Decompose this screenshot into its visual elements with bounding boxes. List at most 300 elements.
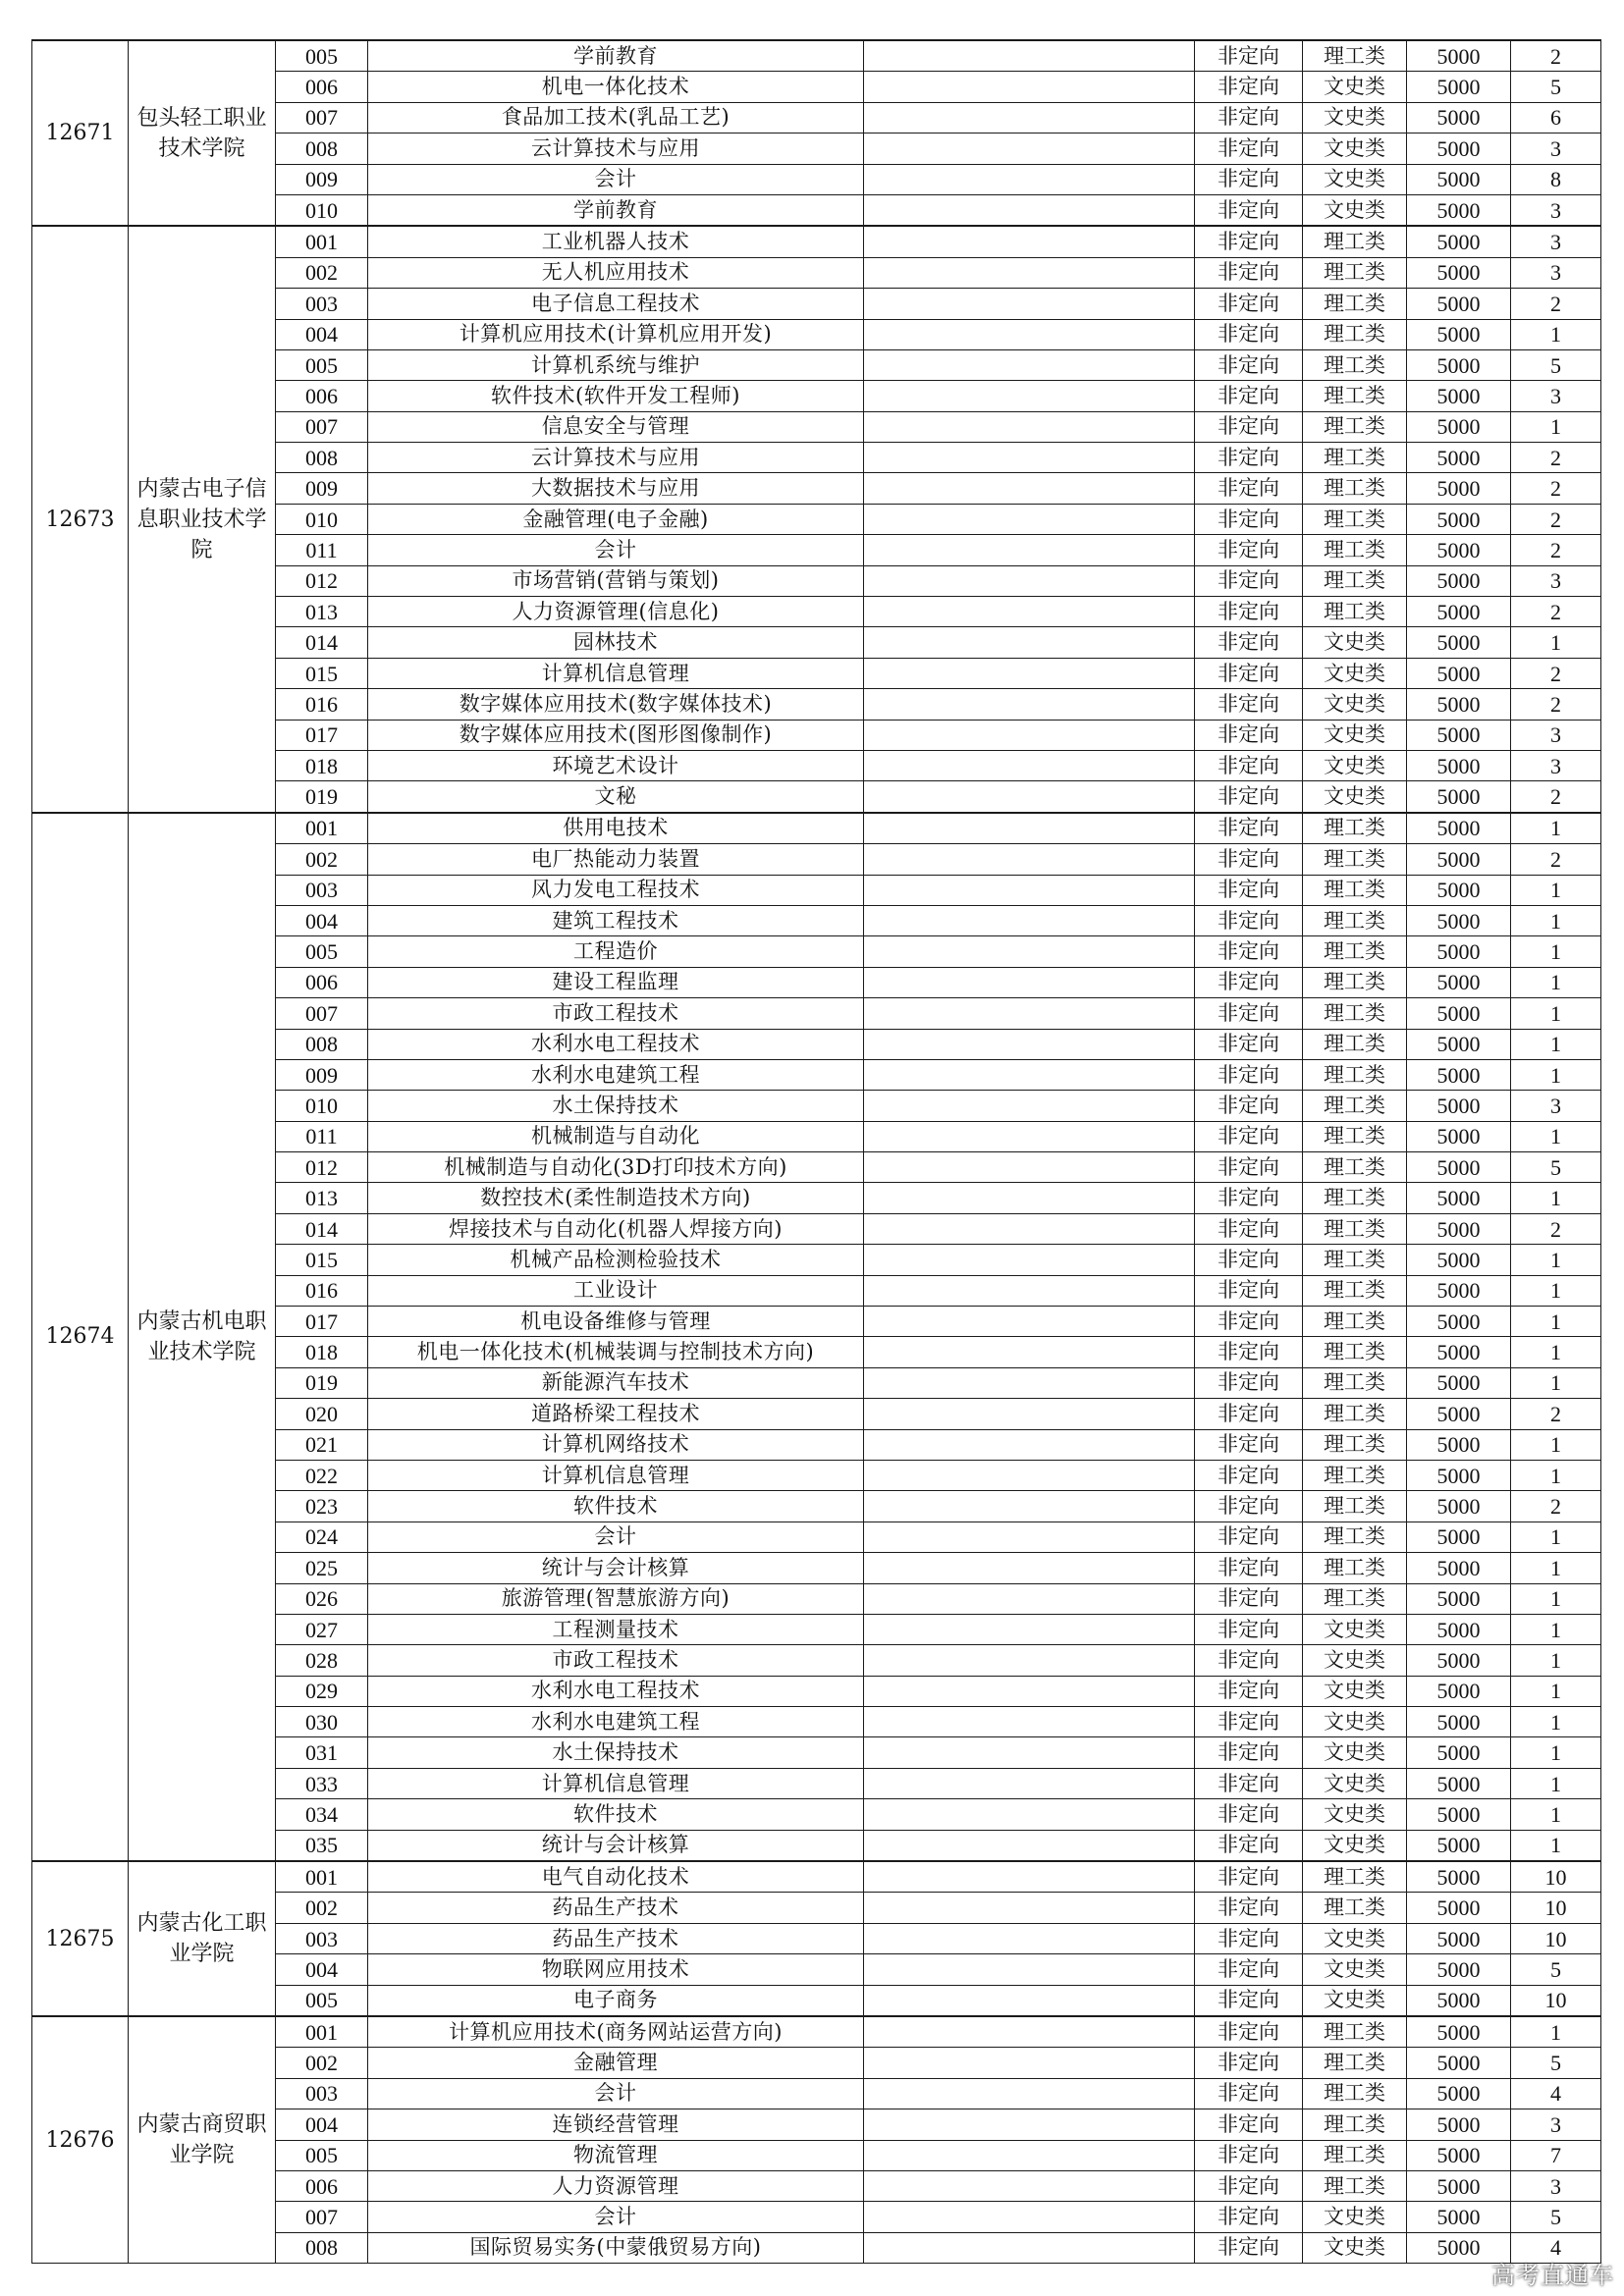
direction-cell: 非定向 bbox=[1195, 1460, 1303, 1490]
remark-cell bbox=[864, 597, 1195, 627]
quota-cell: 2 bbox=[1511, 1491, 1601, 1522]
quota-cell: 1 bbox=[1511, 1830, 1601, 1861]
category-cell: 文史类 bbox=[1303, 1954, 1407, 1985]
school-name-cell: 包头轻工职业技术学院 bbox=[129, 40, 276, 226]
direction-cell: 非定向 bbox=[1195, 936, 1303, 967]
category-cell: 理工类 bbox=[1303, 411, 1407, 442]
category-cell: 文史类 bbox=[1303, 2232, 1407, 2263]
major-code-cell: 020 bbox=[276, 1399, 368, 1429]
remark-cell bbox=[864, 2232, 1195, 2263]
quota-cell: 1 bbox=[1511, 905, 1601, 935]
remark-cell bbox=[864, 1213, 1195, 1244]
quota-cell: 1 bbox=[1511, 1429, 1601, 1460]
direction-cell: 非定向 bbox=[1195, 1367, 1303, 1398]
major-code-cell: 025 bbox=[276, 1553, 368, 1583]
direction-cell: 非定向 bbox=[1195, 750, 1303, 780]
major-name-cell: 水利水电工程技术 bbox=[368, 1029, 864, 1059]
category-cell: 理工类 bbox=[1303, 936, 1407, 967]
major-code-cell: 012 bbox=[276, 565, 368, 596]
remark-cell bbox=[864, 2016, 1195, 2048]
tuition-cell: 5000 bbox=[1407, 1275, 1511, 1306]
remark-cell bbox=[864, 1460, 1195, 1490]
major-name-cell: 国际贸易实务(中蒙俄贸易方向) bbox=[368, 2232, 864, 2263]
major-code-cell: 002 bbox=[276, 1893, 368, 1923]
quota-cell: 1 bbox=[1511, 1367, 1601, 1398]
major-code-cell: 008 bbox=[276, 133, 368, 164]
major-name-cell: 水利水电建筑工程 bbox=[368, 1707, 864, 1737]
direction-cell: 非定向 bbox=[1195, 1121, 1303, 1151]
major-code-cell: 011 bbox=[276, 1121, 368, 1151]
category-cell: 文史类 bbox=[1303, 720, 1407, 750]
tuition-cell: 5000 bbox=[1407, 1768, 1511, 1798]
tuition-cell: 5000 bbox=[1407, 473, 1511, 504]
school-code-cell: 12676 bbox=[32, 2016, 129, 2264]
category-cell: 理工类 bbox=[1303, 1152, 1407, 1183]
category-cell: 文史类 bbox=[1303, 781, 1407, 813]
remark-cell bbox=[864, 1183, 1195, 1213]
major-name-cell: 数控技术(柔性制造技术方向) bbox=[368, 1183, 864, 1213]
major-code-cell: 016 bbox=[276, 689, 368, 720]
direction-cell: 非定向 bbox=[1195, 1183, 1303, 1213]
category-cell: 理工类 bbox=[1303, 2109, 1407, 2140]
major-name-cell: 信息安全与管理 bbox=[368, 411, 864, 442]
quota-cell: 3 bbox=[1511, 565, 1601, 596]
major-name-cell: 会计 bbox=[368, 2202, 864, 2232]
quota-cell: 4 bbox=[1511, 2078, 1601, 2109]
major-name-cell: 会计 bbox=[368, 535, 864, 565]
major-name-cell: 计算机应用技术(计算机应用开发) bbox=[368, 319, 864, 349]
category-cell: 文史类 bbox=[1303, 1737, 1407, 1768]
quota-cell: 1 bbox=[1511, 967, 1601, 997]
major-name-cell: 文秘 bbox=[368, 781, 864, 813]
tuition-cell: 5000 bbox=[1407, 1985, 1511, 2016]
major-name-cell: 药品生产技术 bbox=[368, 1893, 864, 1923]
major-name-cell: 园林技术 bbox=[368, 627, 864, 658]
major-code-cell: 026 bbox=[276, 1583, 368, 1614]
tuition-cell: 5000 bbox=[1407, 1583, 1511, 1614]
tuition-cell: 5000 bbox=[1407, 1059, 1511, 1090]
category-cell: 文史类 bbox=[1303, 1614, 1407, 1644]
category-cell: 文史类 bbox=[1303, 750, 1407, 780]
quota-cell: 2 bbox=[1511, 443, 1601, 473]
quota-cell: 2 bbox=[1511, 535, 1601, 565]
remark-cell bbox=[864, 257, 1195, 288]
major-code-cell: 009 bbox=[276, 1059, 368, 1090]
remark-cell bbox=[864, 1491, 1195, 1522]
quota-cell: 2 bbox=[1511, 844, 1601, 875]
quota-cell: 1 bbox=[1511, 936, 1601, 967]
remark-cell bbox=[864, 381, 1195, 411]
tuition-cell: 5000 bbox=[1407, 72, 1511, 102]
tuition-cell: 5000 bbox=[1407, 1029, 1511, 1059]
direction-cell: 非定向 bbox=[1195, 2078, 1303, 2109]
remark-cell bbox=[864, 2048, 1195, 2078]
remark-cell bbox=[864, 1275, 1195, 1306]
major-code-cell: 019 bbox=[276, 1367, 368, 1398]
remark-cell bbox=[864, 1245, 1195, 1275]
major-code-cell: 007 bbox=[276, 102, 368, 133]
major-code-cell: 014 bbox=[276, 627, 368, 658]
major-name-cell: 电气自动化技术 bbox=[368, 1861, 864, 1893]
direction-cell: 非定向 bbox=[1195, 40, 1303, 72]
enrollment-plan-table bbox=[31, 39, 1601, 2264]
remark-cell bbox=[864, 1583, 1195, 1614]
tuition-cell: 5000 bbox=[1407, 226, 1511, 257]
major-name-cell: 建设工程监理 bbox=[368, 967, 864, 997]
table-row bbox=[32, 226, 1601, 257]
major-name-cell: 会计 bbox=[368, 2078, 864, 2109]
category-cell: 理工类 bbox=[1303, 535, 1407, 565]
quota-cell: 1 bbox=[1511, 1275, 1601, 1306]
major-code-cell: 018 bbox=[276, 1337, 368, 1367]
major-name-cell: 环境艺术设计 bbox=[368, 750, 864, 780]
quota-cell: 3 bbox=[1511, 381, 1601, 411]
quota-cell: 1 bbox=[1511, 1583, 1601, 1614]
category-cell: 理工类 bbox=[1303, 2140, 1407, 2170]
direction-cell: 非定向 bbox=[1195, 658, 1303, 688]
category-cell: 文史类 bbox=[1303, 1645, 1407, 1676]
remark-cell bbox=[864, 289, 1195, 319]
tuition-cell: 5000 bbox=[1407, 2016, 1511, 2048]
remark-cell bbox=[864, 1152, 1195, 1183]
remark-cell bbox=[864, 1614, 1195, 1644]
category-cell: 理工类 bbox=[1303, 1029, 1407, 1059]
quota-cell: 1 bbox=[1511, 1183, 1601, 1213]
category-cell: 文史类 bbox=[1303, 72, 1407, 102]
major-code-cell: 010 bbox=[276, 194, 368, 226]
direction-cell: 非定向 bbox=[1195, 349, 1303, 380]
category-cell: 文史类 bbox=[1303, 164, 1407, 194]
major-code-cell: 014 bbox=[276, 1213, 368, 1244]
quota-cell: 5 bbox=[1511, 1152, 1601, 1183]
major-code-cell: 006 bbox=[276, 2170, 368, 2201]
remark-cell bbox=[864, 1059, 1195, 1090]
tuition-cell: 5000 bbox=[1407, 257, 1511, 288]
major-name-cell: 计算机系统与维护 bbox=[368, 349, 864, 380]
tuition-cell: 5000 bbox=[1407, 2109, 1511, 2140]
category-cell: 理工类 bbox=[1303, 1245, 1407, 1275]
major-code-cell: 005 bbox=[276, 936, 368, 967]
remark-cell bbox=[864, 1399, 1195, 1429]
category-cell: 理工类 bbox=[1303, 226, 1407, 257]
direction-cell: 非定向 bbox=[1195, 720, 1303, 750]
direction-cell: 非定向 bbox=[1195, 1152, 1303, 1183]
major-code-cell: 002 bbox=[276, 257, 368, 288]
tuition-cell: 5000 bbox=[1407, 1091, 1511, 1121]
major-name-cell: 市政工程技术 bbox=[368, 1645, 864, 1676]
major-code-cell: 001 bbox=[276, 813, 368, 844]
direction-cell: 非定向 bbox=[1195, 875, 1303, 905]
remark-cell bbox=[864, 1985, 1195, 2016]
major-name-cell: 统计与会计核算 bbox=[368, 1553, 864, 1583]
remark-cell bbox=[864, 349, 1195, 380]
category-cell: 文史类 bbox=[1303, 102, 1407, 133]
direction-cell: 非定向 bbox=[1195, 1583, 1303, 1614]
quota-cell: 2 bbox=[1511, 689, 1601, 720]
quota-cell: 10 bbox=[1511, 1985, 1601, 2016]
quota-cell: 3 bbox=[1511, 2170, 1601, 2201]
tuition-cell: 5000 bbox=[1407, 2078, 1511, 2109]
quota-cell: 1 bbox=[1511, 2016, 1601, 2048]
major-code-cell: 035 bbox=[276, 1830, 368, 1861]
remark-cell bbox=[864, 720, 1195, 750]
category-cell: 理工类 bbox=[1303, 257, 1407, 288]
remark-cell bbox=[864, 133, 1195, 164]
major-name-cell: 会计 bbox=[368, 1522, 864, 1552]
category-cell: 理工类 bbox=[1303, 319, 1407, 349]
remark-cell bbox=[864, 689, 1195, 720]
quota-cell: 3 bbox=[1511, 750, 1601, 780]
major-code-cell: 031 bbox=[276, 1737, 368, 1768]
category-cell: 理工类 bbox=[1303, 2048, 1407, 2078]
remark-cell bbox=[864, 1676, 1195, 1706]
major-code-cell: 003 bbox=[276, 2078, 368, 2109]
quota-cell: 1 bbox=[1511, 1645, 1601, 1676]
tuition-cell: 5000 bbox=[1407, 813, 1511, 844]
direction-cell: 非定向 bbox=[1195, 473, 1303, 504]
table-row bbox=[32, 40, 1601, 72]
quota-cell: 3 bbox=[1511, 257, 1601, 288]
direction-cell: 非定向 bbox=[1195, 1337, 1303, 1367]
tuition-cell: 5000 bbox=[1407, 627, 1511, 658]
quota-cell: 1 bbox=[1511, 1121, 1601, 1151]
direction-cell: 非定向 bbox=[1195, 1830, 1303, 1861]
direction-cell: 非定向 bbox=[1195, 1275, 1303, 1306]
remark-cell bbox=[864, 1923, 1195, 1953]
major-code-cell: 003 bbox=[276, 875, 368, 905]
tuition-cell: 5000 bbox=[1407, 1830, 1511, 1861]
major-name-cell: 人力资源管理 bbox=[368, 2170, 864, 2201]
tuition-cell: 5000 bbox=[1407, 689, 1511, 720]
tuition-cell: 5000 bbox=[1407, 381, 1511, 411]
remark-cell bbox=[864, 1522, 1195, 1552]
major-name-cell: 数字媒体应用技术(数字媒体技术) bbox=[368, 689, 864, 720]
major-name-cell: 机电一体化技术 bbox=[368, 72, 864, 102]
quota-cell: 10 bbox=[1511, 1893, 1601, 1923]
major-name-cell: 电子商务 bbox=[368, 1985, 864, 2016]
major-code-cell: 021 bbox=[276, 1429, 368, 1460]
tuition-cell: 5000 bbox=[1407, 998, 1511, 1029]
direction-cell: 非定向 bbox=[1195, 565, 1303, 596]
tuition-cell: 5000 bbox=[1407, 535, 1511, 565]
quota-cell: 2 bbox=[1511, 289, 1601, 319]
direction-cell: 非定向 bbox=[1195, 1768, 1303, 1798]
major-code-cell: 003 bbox=[276, 1923, 368, 1953]
category-cell: 文史类 bbox=[1303, 1830, 1407, 1861]
category-cell: 理工类 bbox=[1303, 381, 1407, 411]
direction-cell: 非定向 bbox=[1195, 102, 1303, 133]
table-row bbox=[32, 1861, 1601, 1893]
category-cell: 理工类 bbox=[1303, 40, 1407, 72]
major-code-cell: 033 bbox=[276, 1768, 368, 1798]
major-code-cell: 006 bbox=[276, 967, 368, 997]
major-name-cell: 学前教育 bbox=[368, 40, 864, 72]
quota-cell: 1 bbox=[1511, 1029, 1601, 1059]
category-cell: 理工类 bbox=[1303, 1522, 1407, 1552]
category-cell: 理工类 bbox=[1303, 1183, 1407, 1213]
category-cell: 理工类 bbox=[1303, 2078, 1407, 2109]
major-code-cell: 006 bbox=[276, 72, 368, 102]
major-code-cell: 004 bbox=[276, 2109, 368, 2140]
major-code-cell: 017 bbox=[276, 1307, 368, 1337]
quota-cell: 1 bbox=[1511, 319, 1601, 349]
table-row bbox=[32, 813, 1601, 844]
tuition-cell: 5000 bbox=[1407, 1307, 1511, 1337]
major-code-cell: 018 bbox=[276, 750, 368, 780]
category-cell: 文史类 bbox=[1303, 627, 1407, 658]
major-name-cell: 软件技术 bbox=[368, 1491, 864, 1522]
direction-cell: 非定向 bbox=[1195, 1707, 1303, 1737]
major-code-cell: 013 bbox=[276, 597, 368, 627]
major-code-cell: 004 bbox=[276, 905, 368, 935]
direction-cell: 非定向 bbox=[1195, 1737, 1303, 1768]
quota-cell: 3 bbox=[1511, 720, 1601, 750]
direction-cell: 非定向 bbox=[1195, 813, 1303, 844]
category-cell: 理工类 bbox=[1303, 1213, 1407, 1244]
direction-cell: 非定向 bbox=[1195, 1923, 1303, 1953]
category-cell: 理工类 bbox=[1303, 1367, 1407, 1398]
tuition-cell: 5000 bbox=[1407, 349, 1511, 380]
remark-cell bbox=[864, 1830, 1195, 1861]
major-name-cell: 工业机器人技术 bbox=[368, 226, 864, 257]
remark-cell bbox=[864, 473, 1195, 504]
tuition-cell: 5000 bbox=[1407, 1429, 1511, 1460]
quota-cell: 1 bbox=[1511, 1737, 1601, 1768]
tuition-cell: 5000 bbox=[1407, 2170, 1511, 2201]
tuition-cell: 5000 bbox=[1407, 1245, 1511, 1275]
direction-cell: 非定向 bbox=[1195, 504, 1303, 534]
direction-cell: 非定向 bbox=[1195, 2170, 1303, 2201]
major-code-cell: 001 bbox=[276, 2016, 368, 2048]
category-cell: 理工类 bbox=[1303, 1429, 1407, 1460]
direction-cell: 非定向 bbox=[1195, 1645, 1303, 1676]
major-code-cell: 002 bbox=[276, 844, 368, 875]
tuition-cell: 5000 bbox=[1407, 1923, 1511, 1953]
remark-cell bbox=[864, 1553, 1195, 1583]
direction-cell: 非定向 bbox=[1195, 1985, 1303, 2016]
quota-cell: 1 bbox=[1511, 411, 1601, 442]
quota-cell: 7 bbox=[1511, 2140, 1601, 2170]
direction-cell: 非定向 bbox=[1195, 1399, 1303, 1429]
remark-cell bbox=[864, 2170, 1195, 2201]
major-name-cell: 焊接技术与自动化(机器人焊接方向) bbox=[368, 1213, 864, 1244]
remark-cell bbox=[864, 781, 1195, 813]
major-code-cell: 027 bbox=[276, 1614, 368, 1644]
direction-cell: 非定向 bbox=[1195, 411, 1303, 442]
quota-cell: 5 bbox=[1511, 72, 1601, 102]
category-cell: 理工类 bbox=[1303, 998, 1407, 1029]
direction-cell: 非定向 bbox=[1195, 998, 1303, 1029]
major-name-cell: 大数据技术与应用 bbox=[368, 473, 864, 504]
school-code-cell: 12671 bbox=[32, 40, 129, 226]
direction-cell: 非定向 bbox=[1195, 2109, 1303, 2140]
major-code-cell: 001 bbox=[276, 1861, 368, 1893]
major-name-cell: 工程测量技术 bbox=[368, 1614, 864, 1644]
major-name-cell: 水土保持技术 bbox=[368, 1091, 864, 1121]
category-cell: 文史类 bbox=[1303, 1985, 1407, 2016]
major-code-cell: 005 bbox=[276, 40, 368, 72]
quota-cell: 5 bbox=[1511, 2202, 1601, 2232]
remark-cell bbox=[864, 443, 1195, 473]
major-code-cell: 001 bbox=[276, 226, 368, 257]
direction-cell: 非定向 bbox=[1195, 226, 1303, 257]
tuition-cell: 5000 bbox=[1407, 1676, 1511, 1706]
major-name-cell: 软件技术 bbox=[368, 1799, 864, 1830]
category-cell: 文史类 bbox=[1303, 133, 1407, 164]
major-name-cell: 云计算技术与应用 bbox=[368, 443, 864, 473]
remark-cell bbox=[864, 1337, 1195, 1367]
direction-cell: 非定向 bbox=[1195, 844, 1303, 875]
category-cell: 理工类 bbox=[1303, 597, 1407, 627]
direction-cell: 非定向 bbox=[1195, 1553, 1303, 1583]
quota-cell: 3 bbox=[1511, 226, 1601, 257]
direction-cell: 非定向 bbox=[1195, 1059, 1303, 1090]
remark-cell bbox=[864, 1367, 1195, 1398]
direction-cell: 非定向 bbox=[1195, 1614, 1303, 1644]
watermark-text: 高考直通车 bbox=[1491, 2262, 1614, 2289]
major-code-cell: 005 bbox=[276, 349, 368, 380]
remark-cell bbox=[864, 875, 1195, 905]
tuition-cell: 5000 bbox=[1407, 1522, 1511, 1552]
tuition-cell: 5000 bbox=[1407, 1614, 1511, 1644]
major-name-cell: 云计算技术与应用 bbox=[368, 133, 864, 164]
major-code-cell: 019 bbox=[276, 781, 368, 813]
tuition-cell: 5000 bbox=[1407, 1799, 1511, 1830]
tuition-cell: 5000 bbox=[1407, 133, 1511, 164]
major-name-cell: 市场营销(营销与策划) bbox=[368, 565, 864, 596]
school-name-cell: 内蒙古化工职业学院 bbox=[129, 1861, 276, 2016]
direction-cell: 非定向 bbox=[1195, 1091, 1303, 1121]
direction-cell: 非定向 bbox=[1195, 289, 1303, 319]
quota-cell: 4 bbox=[1511, 2232, 1601, 2263]
major-code-cell: 002 bbox=[276, 2048, 368, 2078]
tuition-cell: 5000 bbox=[1407, 319, 1511, 349]
category-cell: 理工类 bbox=[1303, 2016, 1407, 2048]
major-code-cell: 009 bbox=[276, 164, 368, 194]
category-cell: 文史类 bbox=[1303, 194, 1407, 226]
remark-cell bbox=[864, 535, 1195, 565]
major-code-cell: 016 bbox=[276, 1275, 368, 1306]
quota-cell: 2 bbox=[1511, 40, 1601, 72]
category-cell: 理工类 bbox=[1303, 1307, 1407, 1337]
category-cell: 理工类 bbox=[1303, 1275, 1407, 1306]
category-cell: 理工类 bbox=[1303, 1491, 1407, 1522]
major-code-cell: 007 bbox=[276, 998, 368, 1029]
direction-cell: 非定向 bbox=[1195, 781, 1303, 813]
major-name-cell: 计算机信息管理 bbox=[368, 1460, 864, 1490]
quota-cell: 8 bbox=[1511, 164, 1601, 194]
quota-cell: 5 bbox=[1511, 349, 1601, 380]
remark-cell bbox=[864, 658, 1195, 688]
major-code-cell: 008 bbox=[276, 2232, 368, 2263]
category-cell: 理工类 bbox=[1303, 443, 1407, 473]
major-code-cell: 024 bbox=[276, 1522, 368, 1552]
major-name-cell: 机械制造与自动化 bbox=[368, 1121, 864, 1151]
major-code-cell: 022 bbox=[276, 1460, 368, 1490]
major-code-cell: 010 bbox=[276, 504, 368, 534]
quota-cell: 2 bbox=[1511, 1213, 1601, 1244]
quota-cell: 3 bbox=[1511, 2109, 1601, 2140]
school-code-cell: 12675 bbox=[32, 1861, 129, 2016]
table-row bbox=[32, 2016, 1601, 2048]
major-name-cell: 机电设备维修与管理 bbox=[368, 1307, 864, 1337]
quota-cell: 2 bbox=[1511, 597, 1601, 627]
quota-cell: 6 bbox=[1511, 102, 1601, 133]
category-cell: 理工类 bbox=[1303, 1553, 1407, 1583]
major-name-cell: 食品加工技术(乳品工艺) bbox=[368, 102, 864, 133]
major-name-cell: 计算机网络技术 bbox=[368, 1429, 864, 1460]
tuition-cell: 5000 bbox=[1407, 1553, 1511, 1583]
